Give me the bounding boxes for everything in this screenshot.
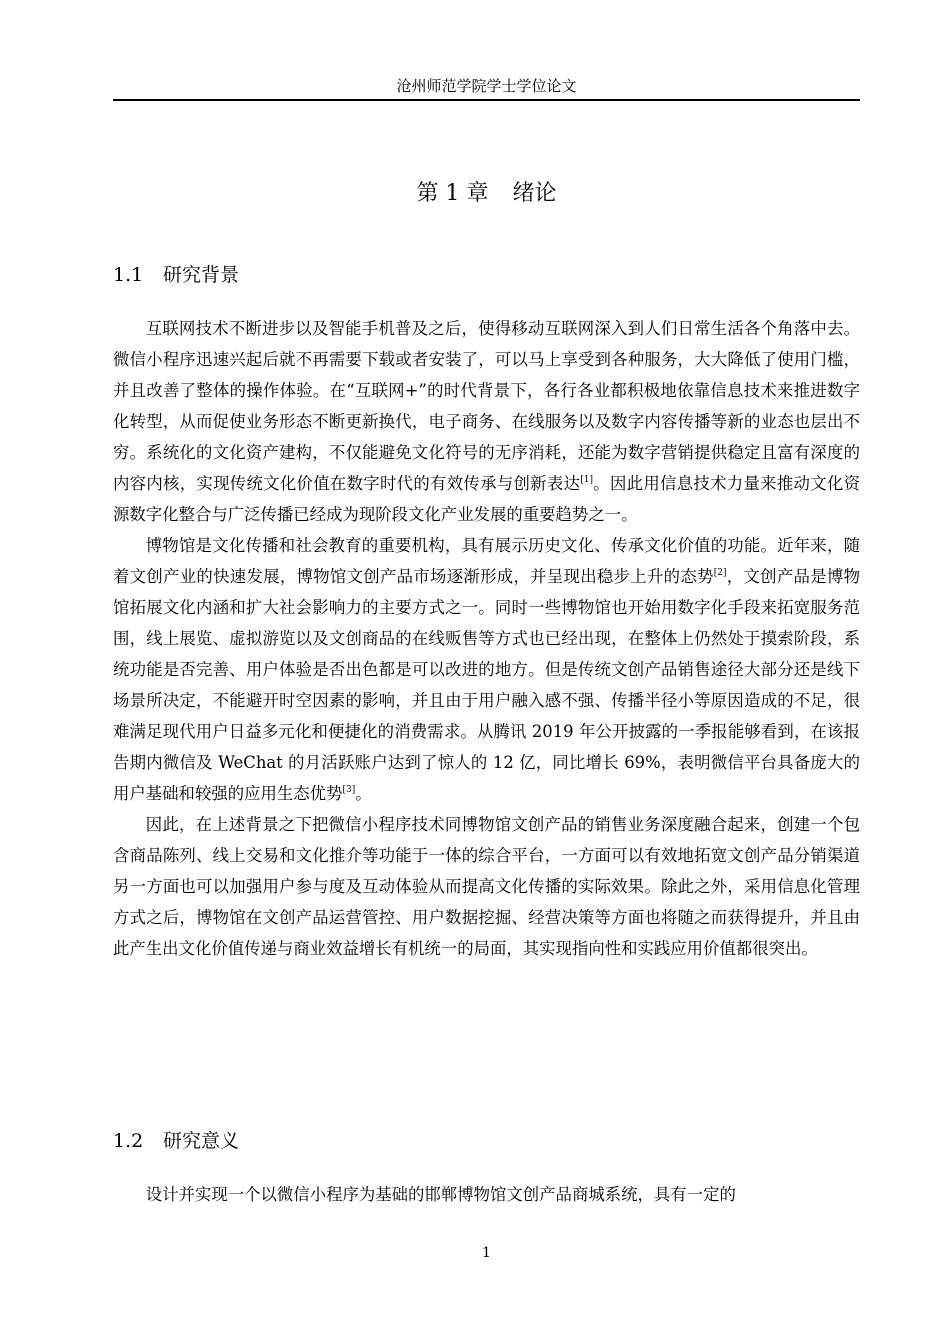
section-title: 研究意义	[163, 1130, 240, 1152]
citation-2[interactable]: [2]	[713, 568, 727, 578]
chapter-number: 第 1 章	[416, 181, 489, 206]
paragraph-text: 博物馆是文化传播和社会教育的重要机构，具有展示历史文化、传承文化价值的功能。近年来，随着文创产业的快速发展，博物馆文创产品市场逐渐形成，并呈现出稳步上升的态势	[113, 536, 860, 586]
citation-1[interactable]: [1]	[580, 475, 593, 485]
paragraph-1	[113, 313, 860, 530]
paragraph-2	[113, 530, 860, 809]
section-heading-1-1	[113, 261, 239, 289]
paragraph-text: 互联网技术不断进步以及智能手机普及之后，使得移动互联网深入到人们日常生活各个角落中去。微信小程序迅速兴起后就不再需要下载或者安装了，可以马上享受到各种服务，大大降低了使用门槛，并且改善了整体的操作体验。在“互联网+”的时代背景下，各行各业都积极地依靠信息技术来推进数字化转型，从而促使业务形态不断更新换代，电子商务、在线服务以及数字内容传播等新的业态也层出不穷。系统化的文化资产建构，不仅能避免文化符号的无序消耗，还能为数字营销提供稳定且富有深度的内容内核，实现传统文化价值在数字时代的有效传承与创新表达	[113, 319, 860, 493]
section-1-2-body	[113, 1179, 860, 1210]
paragraph-text: 设计并实现一个以微信小程序为基础的邯郸博物馆文创产品商城系统，具有一定的	[145, 1185, 736, 1204]
paragraph-text: 。因此用信息技术力量来推动文化资源数字化整合与广泛传播已经成为现阶段文化产业发展的重要趋势之一。	[113, 474, 860, 524]
section-number: 1.1	[113, 264, 144, 286]
section-1-1-body	[113, 313, 860, 964]
paragraph-3	[113, 809, 860, 964]
paragraph-text: ，文创产品是博物馆拓展文化内涵和扩大社会影响力的主要方式之一。同时一些博物馆也开始用数字化手段来拓宽服务范围，线上展览、虚拟游览以及文创商品的在线贩售等方式也已经出现，在整体上仍然处于摸索阶段，系统功能是否完善、用户体验是否出色都是可以改进的地方。但是传统文创产品销售途径大部分还是线下场景所决定，不能避开时空因素的影响，并且由于用户融入感不强、传播半径小等原因造成的不足，很难满足现代用户日益多元化和便捷化的消费需求。从腾讯 2019 年公开披露的一季报能够看到，在该报告期内微信及 WeChat 的月活跃账户达到了惊人的 12 亿，同比增长 69%，表明微信平台具备庞大的用户基础和较强的应用生态优势	[113, 567, 860, 803]
section-title: 研究背景	[163, 264, 240, 286]
citation-3[interactable]: [3]	[342, 785, 356, 795]
paragraph-4	[113, 1179, 860, 1210]
chapter-title	[113, 178, 860, 210]
running-header: 沧州师范学院学士学位论文	[396, 77, 577, 95]
section-number: 1.2	[113, 1130, 144, 1152]
page-number: 1	[482, 1245, 491, 1261]
paragraph-text: 。	[355, 784, 372, 803]
header-rule	[113, 99, 860, 101]
chapter-name: 绪论	[512, 181, 557, 206]
paragraph-text: 因此，在上述背景之下把微信小程序技术同博物馆文创产品的销售业务深度融合起来，创建一个包含商品陈列、线上交易和文化推介等功能于一体的综合平台，一方面可以有效地拓宽文创产品分销渠道另一方面也可以加强用户参与度及互动体验从而提高文化传播的实际效果。除此之外，采用信息化管理方式之后，博物馆在文创产品运营管控、用户数据挖掘、经营决策等方面也将随之而获得提升，并且由此产生出文化价值传递与商业效益增长有机统一的局面，其实现指向性和实践应用价值都很突出。	[113, 815, 860, 958]
section-heading-1-2	[113, 1127, 239, 1155]
